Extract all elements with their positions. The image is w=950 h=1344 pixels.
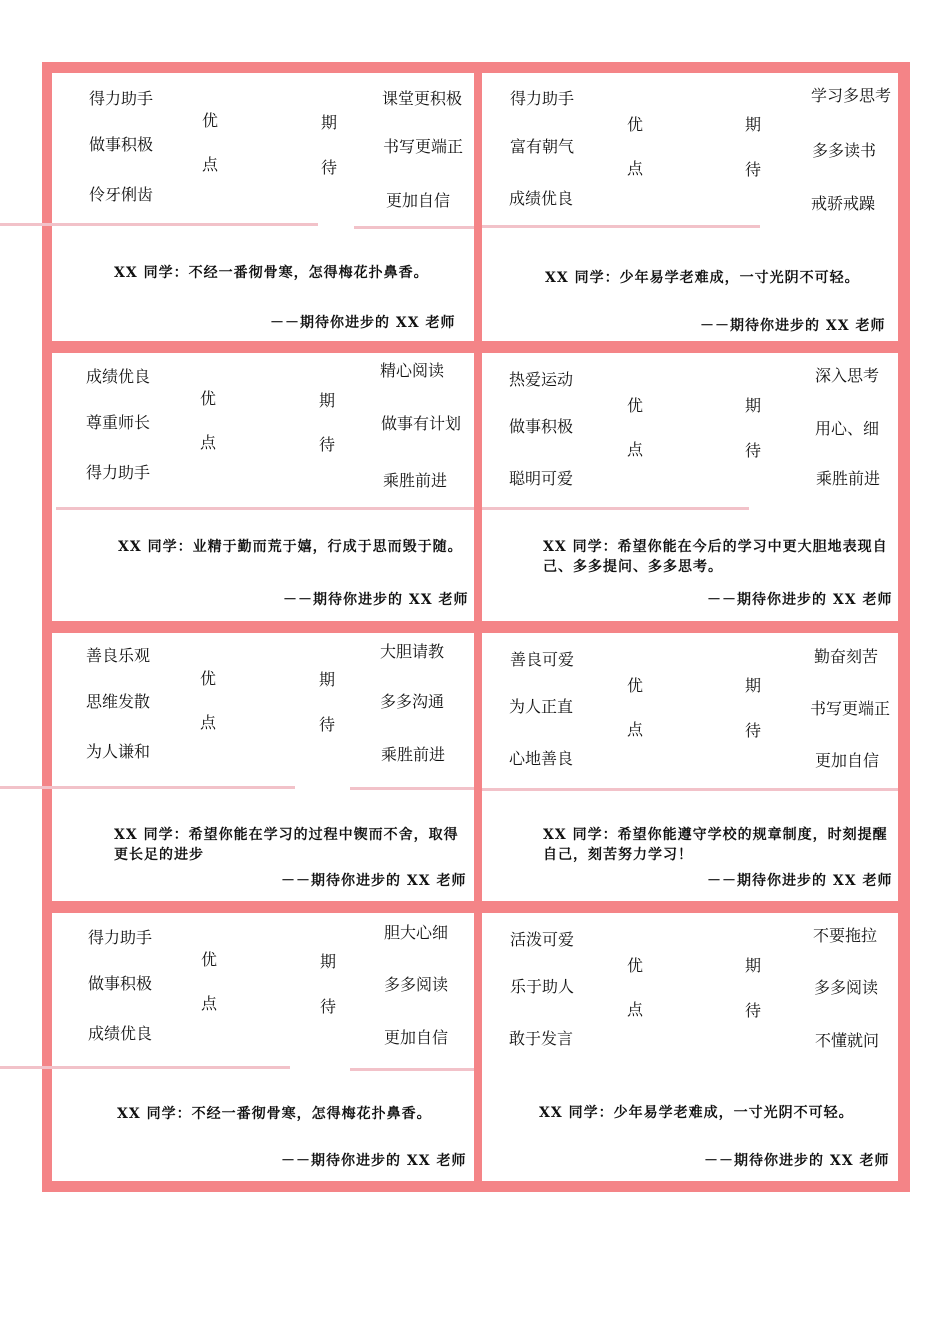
teacher-signature: －－期待你进步的 XX 老师 xyxy=(281,1153,467,1169)
expect-label: 待 xyxy=(320,997,337,1016)
message-text: XX 同学：希望你能在学习的过程中锲而不舍，取得更长足的进步 xyxy=(114,827,459,863)
strength-item: 做事积极 xyxy=(89,135,154,154)
divider-line xyxy=(56,507,474,510)
expect-label: 待 xyxy=(745,1001,762,1020)
expectation-item: 书写更端正 xyxy=(810,699,891,718)
divider-line xyxy=(482,507,749,510)
expectation-item: 大胆请教 xyxy=(380,642,445,661)
expectation-item: 学习多思考 xyxy=(811,86,892,105)
strength-item: 善良可爱 xyxy=(510,650,575,669)
divider-line xyxy=(482,788,898,791)
teacher-signature: －－期待你进步的 XX 老师 xyxy=(283,592,469,608)
message-text: XX 同学：希望你能在今后的学习中更大胆地表现自己、多多提问、多多思考。 xyxy=(543,539,888,575)
comment-card xyxy=(52,73,474,341)
expectation-item: 勤奋刻苦 xyxy=(814,647,879,666)
expect-label: 待 xyxy=(321,158,338,177)
expect-label: 期 xyxy=(745,676,762,695)
strength-item: 得力助手 xyxy=(89,89,154,108)
expect-label: 待 xyxy=(745,721,762,740)
expect-label: 期 xyxy=(319,670,336,689)
merit-label: 点 xyxy=(200,713,217,732)
expect-label: 期 xyxy=(319,391,336,410)
merit-label: 优 xyxy=(200,389,217,408)
merit-label: 优 xyxy=(627,115,644,134)
expectation-item: 戒骄戒躁 xyxy=(811,194,876,213)
teacher-signature: －－期待你进步的 XX 老师 xyxy=(281,873,467,889)
merit-label: 点 xyxy=(202,155,219,174)
strength-item: 善良乐观 xyxy=(86,646,151,665)
strength-item: 敢于发言 xyxy=(509,1029,574,1048)
teacher-signature: －－期待你进步的 XX 老师 xyxy=(704,1153,890,1169)
expectation-item: 多多阅读 xyxy=(814,978,879,997)
expectation-item: 更加自信 xyxy=(815,751,880,770)
expectation-item: 胆大心细 xyxy=(384,923,449,942)
expect-label: 期 xyxy=(745,956,762,975)
expectation-item: 精心阅读 xyxy=(380,361,445,380)
expectation-item: 多多沟通 xyxy=(380,692,445,711)
divider-line xyxy=(354,226,474,229)
comment-card xyxy=(52,353,474,621)
divider-line xyxy=(0,1066,290,1069)
strength-item: 为人谦和 xyxy=(86,742,151,761)
message-text: XX 同学：少年易学老难成，一寸光阴不可轻。 xyxy=(545,270,860,286)
strength-item: 得力助手 xyxy=(86,463,151,482)
expectation-item: 乘胜前进 xyxy=(383,471,448,490)
message-text: XX 同学：希望你能遵守学校的规章制度，时刻提醒自己，刻苦努力学习！ xyxy=(543,827,888,863)
strength-item: 成绩优良 xyxy=(86,367,151,386)
message-text: XX 同学：少年易学老难成，一寸光阴不可轻。 xyxy=(539,1105,854,1121)
expectation-item: 更加自信 xyxy=(384,1028,449,1047)
divider-line xyxy=(0,223,318,226)
strength-item: 得力助手 xyxy=(88,928,153,947)
expectation-item: 乘胜前进 xyxy=(381,745,446,764)
strength-item: 活泼可爱 xyxy=(510,930,575,949)
strength-item: 伶牙俐齿 xyxy=(89,185,154,204)
expectation-item: 做事有计划 xyxy=(381,414,462,433)
expectation-item: 书写更端正 xyxy=(383,137,464,156)
merit-label: 点 xyxy=(200,433,217,452)
strength-item: 成绩优良 xyxy=(509,189,574,208)
comment-card xyxy=(52,633,474,901)
comment-card xyxy=(482,73,898,341)
strength-item: 心地善良 xyxy=(509,749,574,768)
expect-label: 期 xyxy=(320,952,337,971)
message-text: XX 同学：不经一番彻骨寒，怎得梅花扑鼻香。 xyxy=(114,265,429,281)
expect-label: 待 xyxy=(319,715,336,734)
divider-line xyxy=(350,1068,474,1071)
strength-item: 做事积极 xyxy=(509,417,574,436)
merit-label: 优 xyxy=(627,676,644,695)
teacher-signature: －－期待你进步的 XX 老师 xyxy=(707,592,893,608)
message-text: XX 同学：业精于勤而荒于嬉，行成于思而毁于随。 xyxy=(118,539,463,555)
merit-label: 优 xyxy=(627,956,644,975)
divider-line xyxy=(482,225,760,228)
teacher-signature: －－期待你进步的 XX 老师 xyxy=(700,318,886,334)
expectation-item: 不要拖拉 xyxy=(813,926,878,945)
merit-label: 点 xyxy=(201,994,218,1013)
expectation-item: 多多阅读 xyxy=(384,975,449,994)
strength-item: 富有朝气 xyxy=(510,137,575,156)
expect-label: 期 xyxy=(321,113,338,132)
comment-card xyxy=(52,913,474,1181)
comment-card xyxy=(482,353,898,621)
comment-card xyxy=(482,913,898,1181)
merit-label: 点 xyxy=(627,720,644,739)
merit-label: 点 xyxy=(627,440,644,459)
teacher-signature: －－期待你进步的 XX 老师 xyxy=(270,315,456,331)
expectation-item: 多多读书 xyxy=(812,141,877,160)
merit-label: 点 xyxy=(627,1000,644,1019)
strength-item: 聪明可爱 xyxy=(509,469,574,488)
strength-item: 乐于助人 xyxy=(510,977,575,996)
merit-label: 优 xyxy=(200,669,217,688)
expect-label: 期 xyxy=(745,396,762,415)
expect-label: 待 xyxy=(319,435,336,454)
strength-item: 尊重师长 xyxy=(86,413,151,432)
strength-item: 做事积极 xyxy=(88,974,153,993)
expectation-item: 课堂更积极 xyxy=(382,89,463,108)
divider-line xyxy=(0,786,295,789)
strength-item: 思维发散 xyxy=(86,692,151,711)
strength-item: 为人正直 xyxy=(509,697,574,716)
expectation-item: 用心、细 xyxy=(815,419,880,438)
divider-line xyxy=(350,787,474,790)
expectation-item: 乘胜前进 xyxy=(816,469,881,488)
strength-item: 热爱运动 xyxy=(509,370,574,389)
message-text: XX 同学：不经一番彻骨寒，怎得梅花扑鼻香。 xyxy=(117,1106,432,1122)
expectation-item: 更加自信 xyxy=(386,191,451,210)
merit-label: 优 xyxy=(202,111,219,130)
expectation-item: 深入思考 xyxy=(815,366,880,385)
expect-label: 待 xyxy=(745,160,762,179)
expect-label: 待 xyxy=(745,441,762,460)
merit-label: 点 xyxy=(627,159,644,178)
teacher-signature: －－期待你进步的 XX 老师 xyxy=(707,873,893,889)
strength-item: 成绩优良 xyxy=(88,1024,153,1043)
expectation-item: 不懂就问 xyxy=(815,1031,880,1050)
comment-card xyxy=(482,633,898,901)
merit-label: 优 xyxy=(201,950,218,969)
strength-item: 得力助手 xyxy=(510,89,575,108)
merit-label: 优 xyxy=(627,396,644,415)
expect-label: 期 xyxy=(745,115,762,134)
